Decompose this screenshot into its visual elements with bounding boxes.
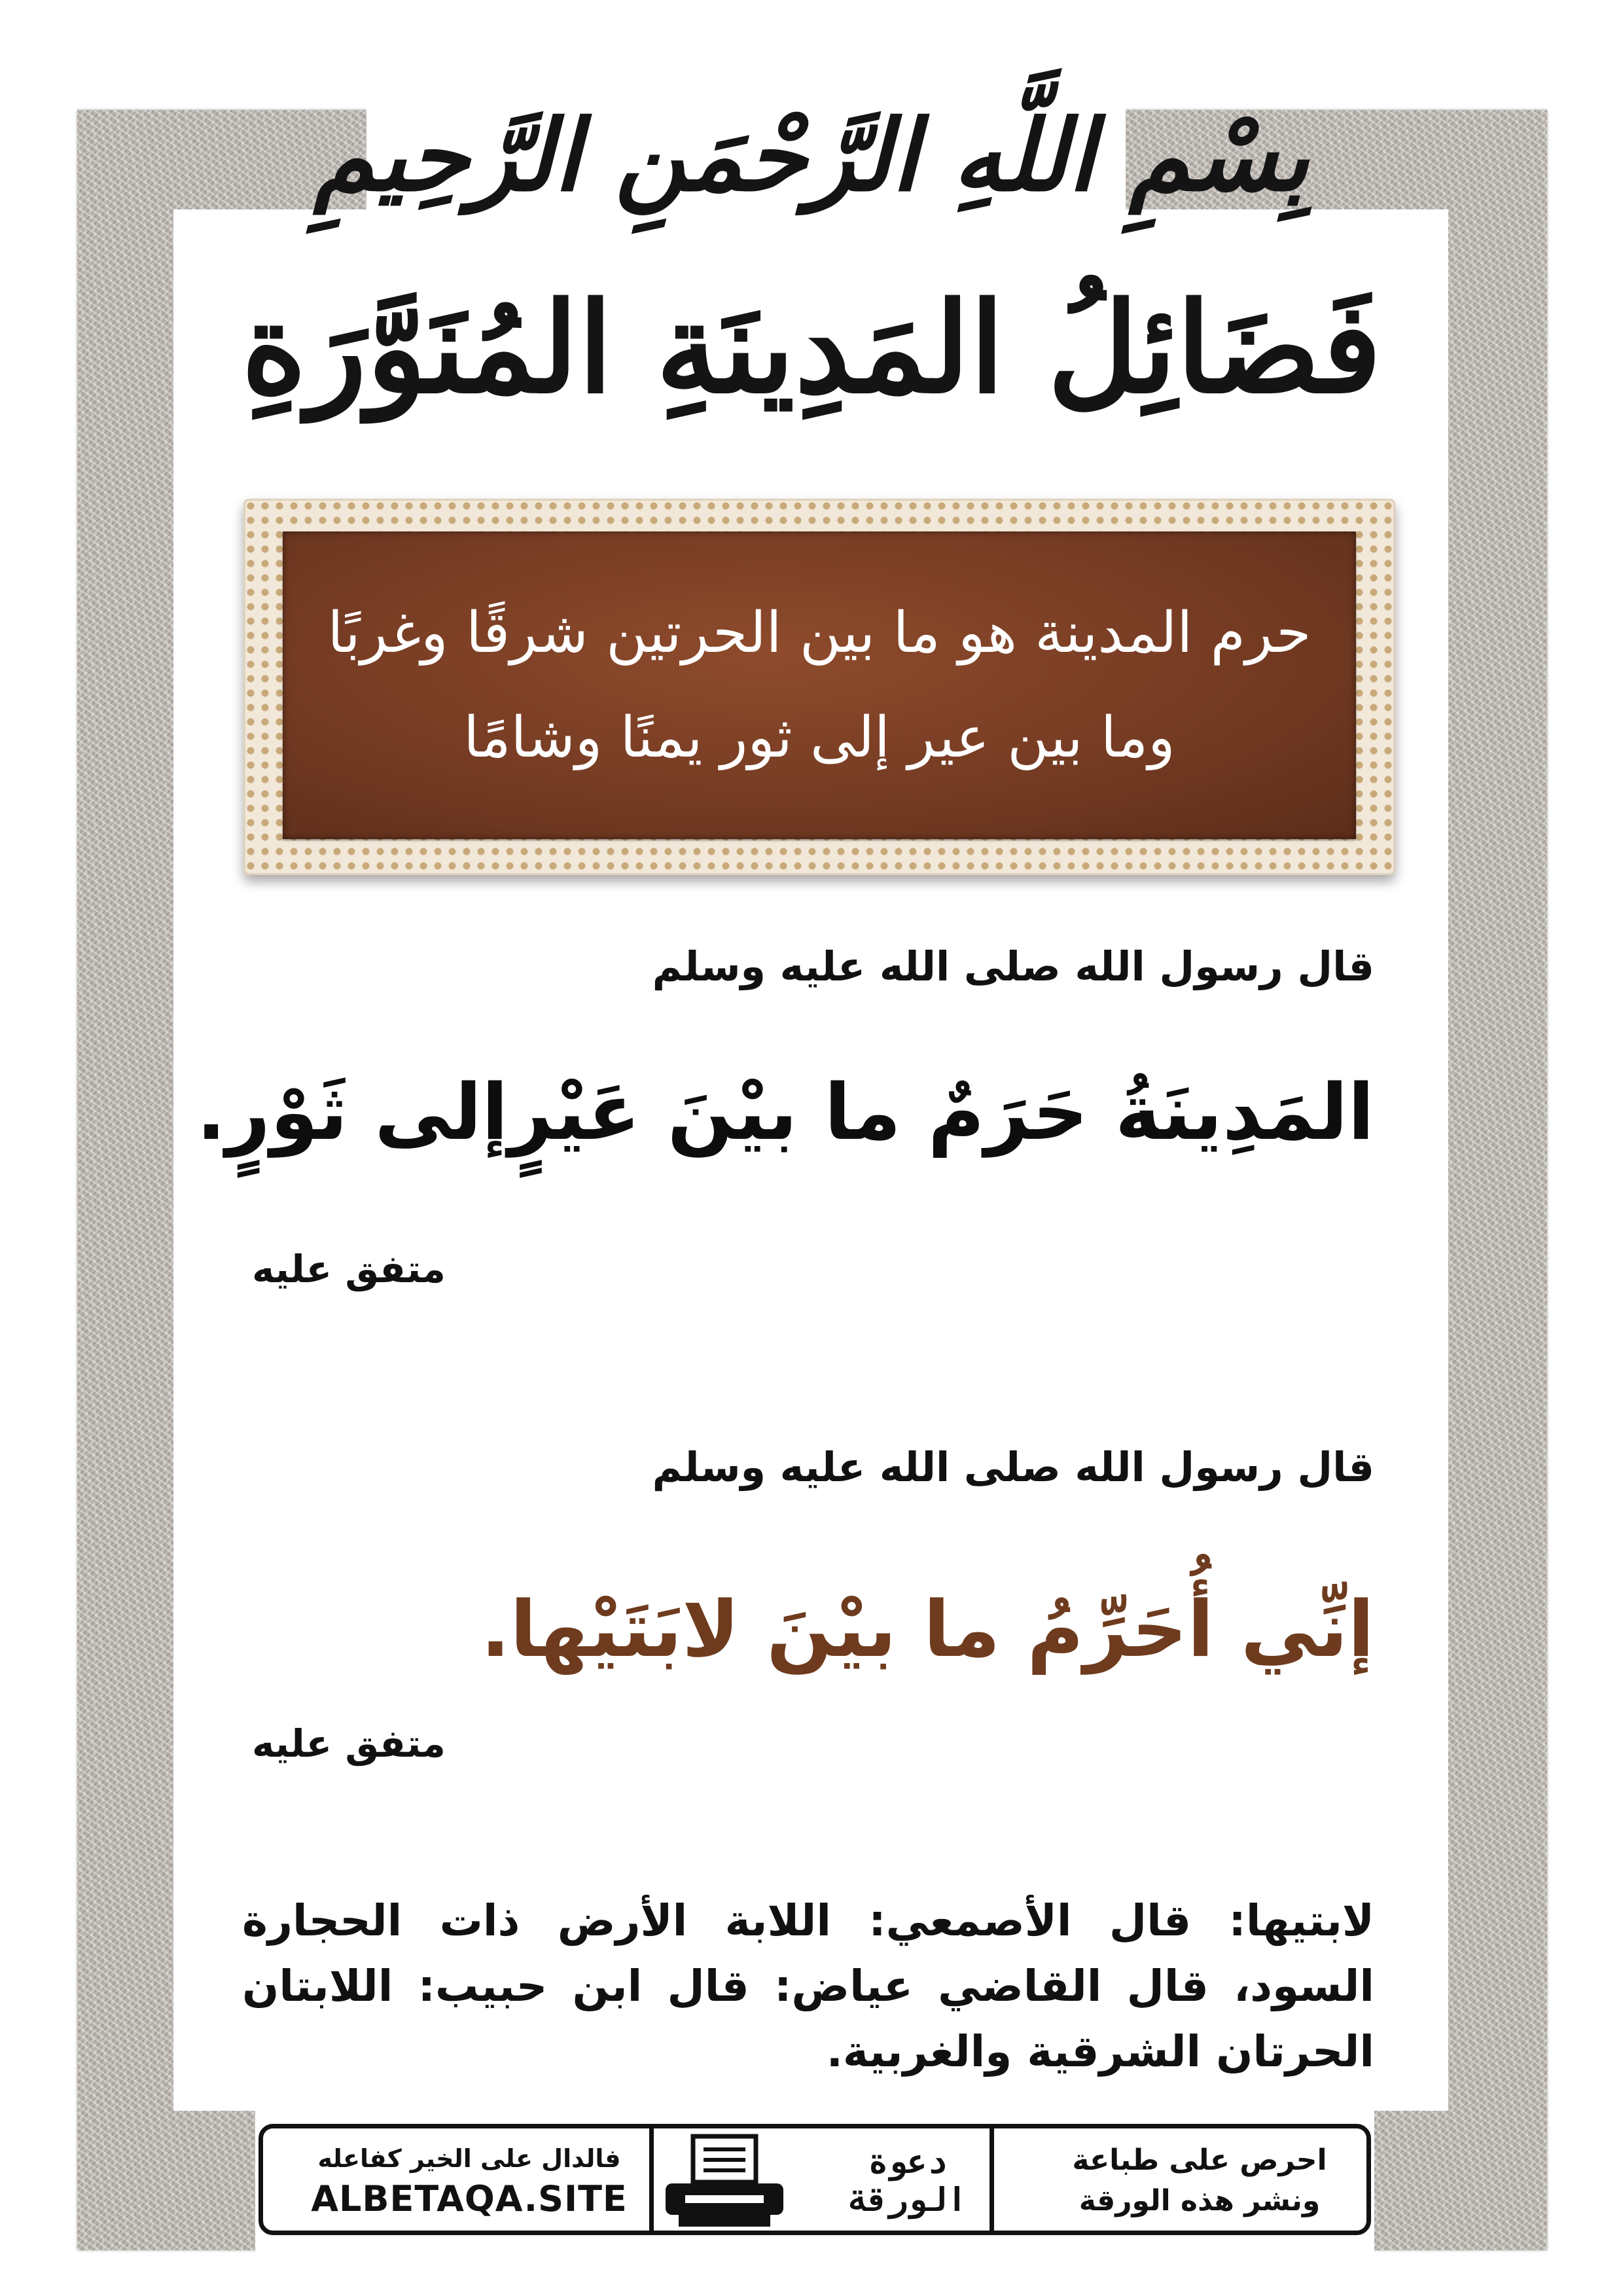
plaque-line-1: حرم المدينة هو ما بين الحرتين شرقًا وغربًا [327,600,1311,666]
footer-call-to-action [1062,2140,1337,2221]
plaque-panel [283,531,1356,839]
footer-divider-left [649,2128,654,2231]
content-area [173,209,1448,2111]
hadith-1-intro: قال رسول الله صلى الله عليه وسلم [652,942,1374,990]
hadith-1-text: المَدِينَةُ حَرَمٌ ما بيْنَ عَيْرٍإلى ثَوْرٍ. [196,1067,1374,1157]
footer-right-line-2: ونشر هذه الورقة [1079,2184,1321,2217]
footer-right-line-1: احرص على طباعة [1072,2144,1327,2177]
hadith-2-intro: قال رسول الله صلى الله عليه وسلم [652,1443,1374,1491]
basmala-calligraphy: بِسْمِ اللَّهِ الرَّحْمَنِ الرَّحِيمِ [313,98,1310,213]
hadith-1-source: متفق عليه [252,1247,446,1291]
footer-divider-right [990,2128,994,2231]
explanatory-note: لابتيها: قال الأصمعي: اللابة الأرض ذات الحجارة السود، قال القاضي عياض: قال ابن حبيب: اللابتان الحرتان الشرقية والغربية. [242,1895,1374,2077]
page-title: فَضَائِلُ المَدِينَةِ المُنَوَّرَةِ [241,275,1382,421]
site-link[interactable]: ALBETAQA.SITE [311,2178,628,2219]
logo-line-2: الورقة [848,2181,967,2219]
logo-line-1: دعوة [868,2143,948,2181]
dawat-alwaraqa-logo [832,2135,983,2227]
footer-bar [259,2124,1371,2235]
hadith-2-source: متفق عليه [252,1721,446,1766]
footer-site-block [299,2139,639,2220]
printer-icon [659,2132,790,2231]
hadith-2-text: إنِّي أُحَرِّمُ ما بيْنَ لابَتَيْها. [480,1584,1374,1674]
footer-tagline: فالدال على الخير كفاعله [317,2144,621,2173]
plaque-frame [243,499,1395,875]
plaque-line-2: وما بين عير إلى ثور يمنًا وشامًا [463,705,1175,770]
